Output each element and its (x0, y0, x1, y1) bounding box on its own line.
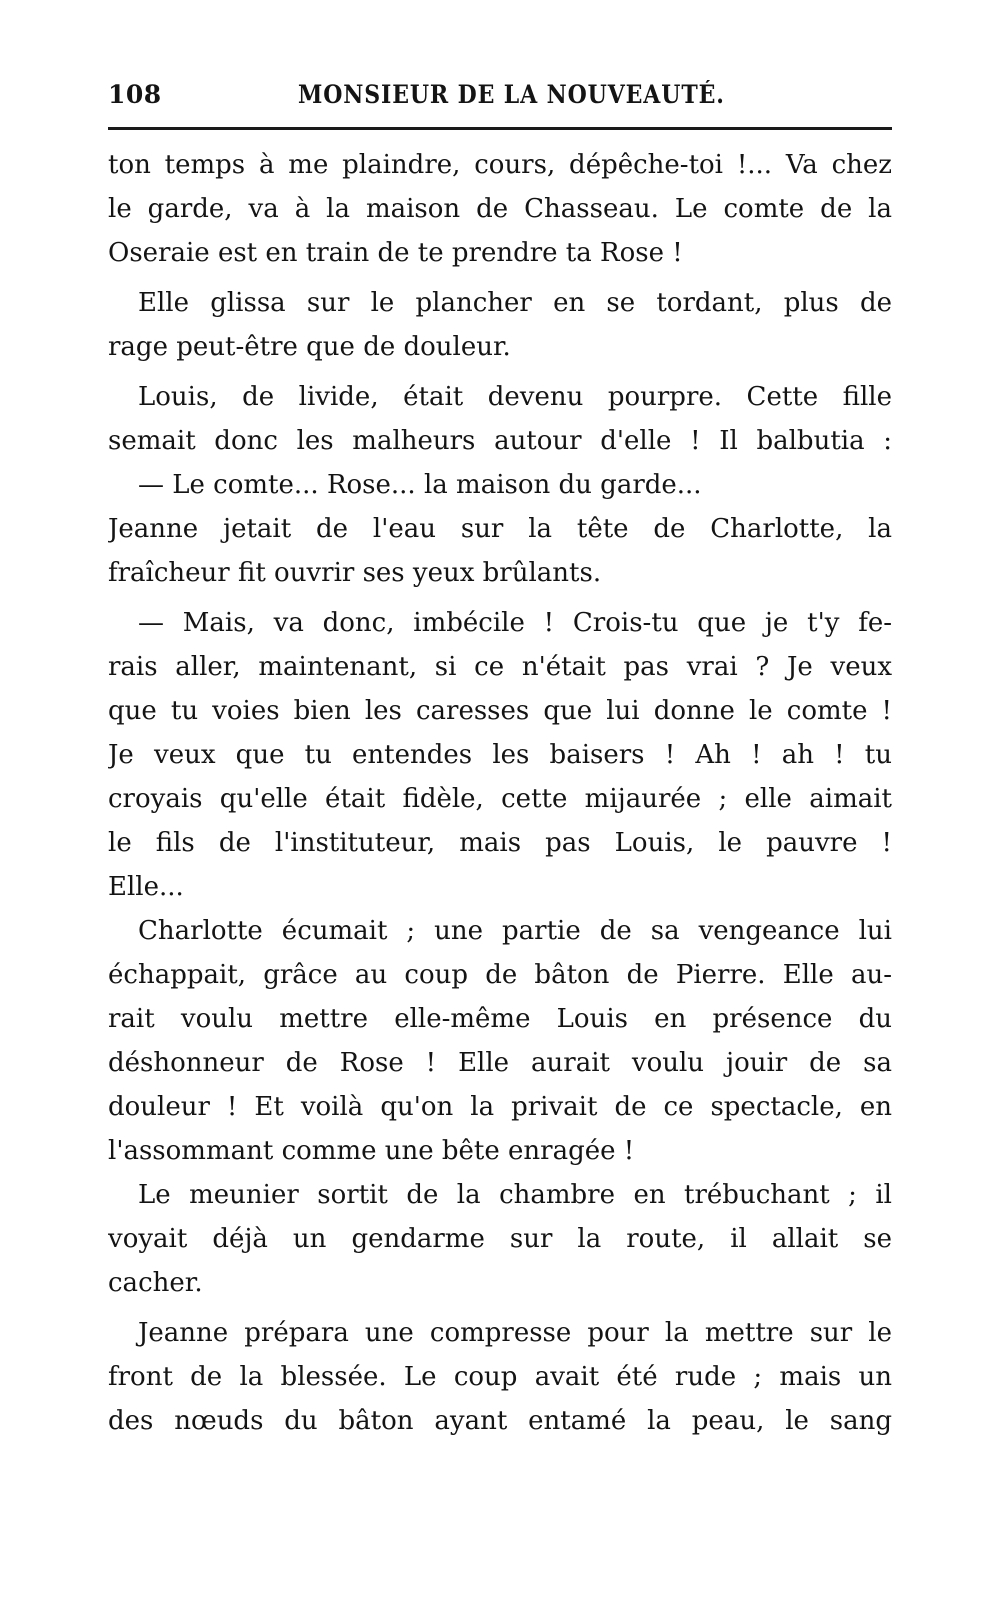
text-line: Louis, de livide, était devenu pourpre. Cette fille (138, 382, 892, 412)
running-title: MONSIEUR DE LA NOUVEAUTÉ. (298, 80, 725, 109)
text-line: que tu voies bien les caresses que lui donne le comte ! (108, 696, 892, 726)
text-line: ton temps à me plaindre, cours, dépêche-toi !... Va chez (108, 150, 892, 180)
text-line: déshonneur de Rose ! Elle aurait voulu jouir de sa (108, 1048, 892, 1078)
text-line: — Le comte... Rose... la maison du garde... (138, 470, 702, 500)
text-line: Je veux que tu entendes les baisers ! Ah ! ah ! tu (108, 740, 892, 770)
text-line: le garde, va à la maison de Chasseau. Le comte de la (108, 194, 892, 224)
text-line: — Mais, va donc, imbécile ! Crois-tu que je t'y fe- (138, 608, 892, 638)
page-header (108, 72, 892, 112)
text-line: rage peut-être que de douleur. (108, 332, 511, 362)
text-line: semait donc les malheurs autour d'elle ! Il balbutia : (108, 426, 892, 456)
text-line: l'assommant comme une bête enragée ! (108, 1136, 635, 1166)
header-rule (108, 127, 892, 130)
text-line: Elle... (108, 872, 184, 902)
text-line: front de la blessée. Le coup avait été rude ; mais un (108, 1362, 892, 1392)
text-line: cacher. (108, 1268, 203, 1298)
text-line: croyais qu'elle était fidèle, cette mijaurée ; elle aimait (108, 784, 892, 814)
text-line: douleur ! Et voilà qu'on la privait de ce spectacle, en (108, 1092, 892, 1122)
text-line: rait voulu mettre elle-même Louis en présence du (108, 1004, 892, 1034)
text-line: Le meunier sortit de la chambre en trébuchant ; il (138, 1180, 892, 1210)
text-line: échappait, grâce au coup de bâton de Pierre. Elle au- (108, 960, 892, 990)
text-line: Jeanne prépara une compresse pour la mettre sur le (138, 1318, 892, 1348)
text-line: voyait déjà un gendarme sur la route, il allait se (108, 1224, 892, 1254)
text-line: le fils de l'instituteur, mais pas Louis, le pauvre ! (108, 828, 892, 858)
text-line: Elle glissa sur le plancher en se tordant, plus de (138, 288, 892, 318)
text-line: Charlotte écumait ; une partie de sa vengeance lui (138, 916, 892, 946)
text-line: des nœuds du bâton ayant entamé la peau, le sang (108, 1406, 892, 1436)
text-line: Jeanne jetait de l'eau sur la tête de Charlotte, la (108, 514, 892, 544)
text-line: Oseraie est en train de te prendre ta Rose ! (108, 238, 683, 268)
text-line: fraîcheur fit ouvrir ses yeux brûlants. (108, 558, 602, 588)
body-text (108, 143, 892, 1443)
page-number: 108 (108, 80, 162, 109)
text-line: rais aller, maintenant, si ce n'était pas vrai ? Je veux (108, 652, 892, 682)
